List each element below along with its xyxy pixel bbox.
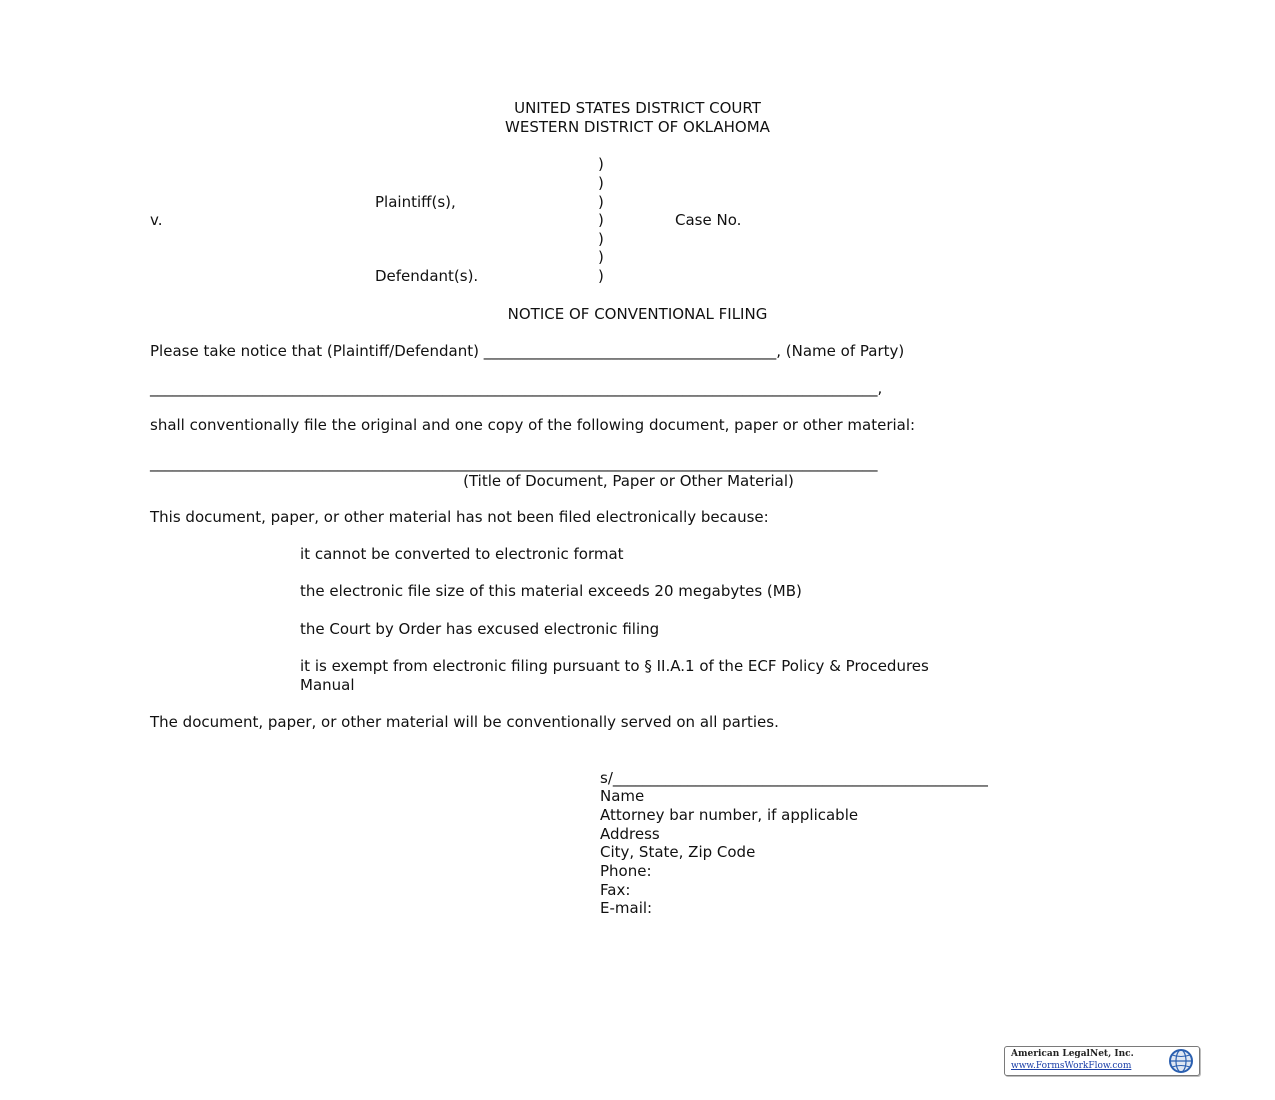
versus-label: v. xyxy=(150,211,163,229)
signature-bar-number: Attorney bar number, if applicable xyxy=(600,806,859,824)
reason-item: the electronic file size of this material exceeds 20 megabytes (MB) xyxy=(300,582,802,600)
reason-item: it is exempt from electronic filing pursuant to § II.A.1 of the ECF Policy & Procedures xyxy=(300,657,929,675)
reason-item: it cannot be converted to electronic format xyxy=(300,545,624,563)
caption-paren: ) xyxy=(598,193,604,211)
party-name-blank: _________________________________________________________________________________________________, xyxy=(150,379,883,397)
defendant-label: Defendant(s). xyxy=(375,267,479,285)
signature-line: s/__________________________________________________ xyxy=(600,769,988,787)
document-title-blank: _________________________________________________________________________________________________ xyxy=(150,454,878,472)
publisher-badge[interactable] xyxy=(1004,1046,1200,1076)
reason-item: the Court by Order has excused electronic filing xyxy=(300,620,660,638)
notice-line: Please take notice that (Plaintiff/Defendant) _______________________________________, (Name of Party) xyxy=(150,342,905,360)
caption-paren: ) xyxy=(598,211,604,229)
signature-name: Name xyxy=(600,787,645,805)
signature-email: E-mail: xyxy=(600,899,653,917)
globe-icon xyxy=(1165,1048,1197,1074)
signature-address: Address xyxy=(600,825,660,843)
document-title-caption: (Title of Document, Paper or Other Material) xyxy=(463,472,794,490)
signature-city-state-zip: City, State, Zip Code xyxy=(600,843,756,861)
signature-phone: Phone: xyxy=(600,862,652,880)
court-name: UNITED STATES DISTRICT COURT xyxy=(514,99,761,117)
publisher-link[interactable]: www.FormsWorkFlow.com xyxy=(1011,1061,1132,1071)
caption-paren: ) xyxy=(598,267,604,285)
caption-paren: ) xyxy=(598,155,604,173)
service-statement: The document, paper, or other material will be conventionally served on all parties. xyxy=(150,713,779,731)
district-name: WESTERN DISTRICT OF OKLAHOMA xyxy=(505,118,770,136)
plaintiff-label: Plaintiff(s), xyxy=(375,193,456,211)
caption-paren: ) xyxy=(598,230,604,248)
caption-paren: ) xyxy=(598,174,604,192)
publisher-name: American LegalNet, Inc. xyxy=(1011,1049,1134,1059)
caption-paren: ) xyxy=(598,248,604,266)
filing-statement: shall conventionally file the original and one copy of the following document, paper or other material: xyxy=(150,416,916,434)
signature-fax: Fax: xyxy=(600,881,631,899)
case-number-label: Case No. xyxy=(675,211,742,229)
document-title: NOTICE OF CONVENTIONAL FILING xyxy=(507,305,768,323)
reason-intro: This document, paper, or other material has not been filed electronically because: xyxy=(150,508,769,526)
reason-item-continuation: Manual xyxy=(300,676,355,694)
